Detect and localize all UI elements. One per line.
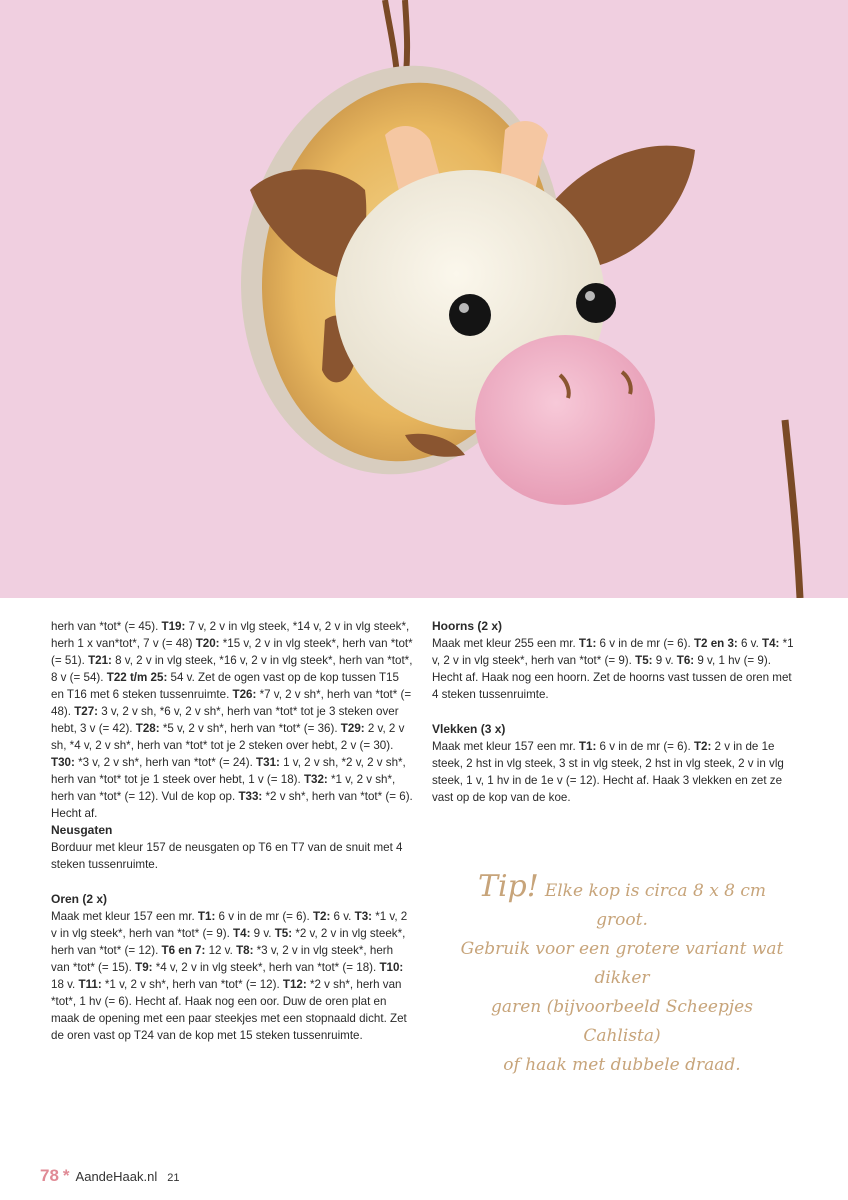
row-label: T27: (74, 705, 99, 718)
row-label: T21: (88, 654, 112, 667)
row-label: T20: (195, 637, 220, 650)
vlekken-title: Vlekken (3 x) (432, 722, 506, 736)
page-footer (40, 1166, 179, 1186)
page-number: 78 (40, 1166, 59, 1185)
row-label: T19: (161, 620, 186, 633)
tip-line-3: garen (bijvoorbeeld Scheepjes Cahlista) (491, 997, 753, 1046)
vlekken-section (432, 721, 797, 806)
amigurumi-cow-illustration (0, 0, 848, 598)
row-label: T4: (233, 927, 251, 940)
row-label: T5: (274, 927, 293, 940)
tip-heading: Tip! (477, 869, 539, 904)
row-label: T26: (232, 688, 257, 701)
row-label: T5: (635, 654, 653, 667)
row-label: T1: (197, 910, 216, 923)
row-label: T6: (676, 654, 695, 667)
neusgaten-section (51, 822, 413, 873)
row-label: T2 en 3: (693, 637, 738, 650)
loose-cord (785, 420, 800, 598)
row-label: T8: (236, 944, 254, 957)
row-label: T22 t/m 25: (106, 671, 168, 684)
row-label: T2: (312, 910, 331, 923)
row-label: T32: (303, 773, 328, 786)
row-label: T12: (282, 978, 307, 991)
row-label: T1: (578, 637, 597, 650)
row-label: T28: (135, 722, 160, 735)
row-label: T30: (51, 756, 75, 769)
hoorns-title: Hoorns (2 x) (432, 619, 503, 633)
row-label: T11: (78, 978, 102, 991)
neusgaten-text: Borduur met kleur 157 de neusgaten op T6 en T7 van de snuit met 4 steken tussenruimte. (51, 841, 403, 871)
head-instructions-paragraph: herh van *tot* (= 45). T19: 7 v, 2 v in vlg steek, *14 v, 2 v in vlg steek*, herh 1 x van*tot*, 7 v (= 48) T20: *15 v, 2 v in vlg steek*, herh van *tot* (= 51). T21: 8 v, 2 v in vlg steek, *16 v, 2 v in vlg steek*, herh van *tot*, 8 v (= 54). T22 t/m 25: 54 v. Zet de ogen vast op de kop tussen T15 en T16 met 6 steken tussenruimte. T26: *7 v, 2 v sh*, herh van *tot* (= 48). T27: 3 v, 2 v sh, *6 v, 2 v sh*, herh van *tot* tot je 3 steken over hebt, 3 v (= 42). T28: *5 v, 2 v sh*, herh van *tot* (= 36). T29: 2 v, 2 v sh, *4 v, 2 v sh*, herh van *tot* tot je 2 steken over hebt, 2 v (= 30). T30: *3 v, 2 v sh*, herh van *tot* (= 24). T31: 1 v, 2 v sh, *2 v, 2 v sh*, herh van *tot* tot je 1 steek over hebt, 1 v (= 18). T32: *1 v, 2 v sh*, herh van *tot* (= 12). Vul de kop op. T33: *2 v sh*, herh van *tot* (= 6). Hecht af. (51, 620, 413, 820)
row-label: T31: (256, 756, 280, 769)
vlekken-text: Maak met kleur 157 een mr. T1: 6 v in de mr (= 6). T2: 2 v in de 1e steek, 2 hst in vlg steek, 3 st in vlg steek, 2 hst in vlg steek, 2 v in vlg steek, 1 v, 1 hv in de 1e v (= 12). Hecht af. Haak 3 vlekken en zet ze vast op de kop van de koe. (432, 740, 784, 804)
issue-number: 21 (167, 1172, 180, 1184)
tip-box (452, 869, 792, 1080)
eye-right (576, 283, 616, 323)
hoorns-text: Maak met kleur 255 een mr. T1: 6 v in de mr (= 6). T2 en 3: 6 v. T4: *1 v, 2 v in vlg steek*, herh van *tot* (= 9). T5: 9 v. T6: 9 v, 1 hv (= 9). Hecht af. Haak nog een hoorn. Zet de hoorns vast tussen de oren met 4 steken tussenruimte. (432, 637, 794, 701)
row-label: T33: (238, 790, 263, 803)
left-text-column (51, 618, 413, 1062)
oren-section (51, 891, 413, 1044)
hanging-cord (385, 0, 397, 75)
magazine-name: AandeHaak.nl (75, 1169, 158, 1184)
row-label: T10: (379, 961, 404, 974)
oren-text: Maak met kleur 157 een mr. T1: 6 v in de mr (= 6). T2: 6 v. T3: *1 v, 2 v in vlg steek*, herh van *tot* (= 9). T4: 9 v. T5: *2 v, 2 v in vlg steek*, herh van *tot* (= 12). T6 en 7: 12 v. T8: *3 v, 2 v in vlg steek*, herh van *tot* (= 15). T9: *4 v, 2 v in vlg steek*, herh van *tot* (= 18). T10: 18 v. T11: *1 v, 2 v sh*, herh van *tot* (= 12). T12: *2 v sh*, herh van *tot*, 1 hv (= 6). Hecht af. Haak nog een oor. Duw de oren plat en maak de opening met een paar steekjes met een stopnaald dicht. Zet de oren vast op T24 van de kop met 15 steken tussenruimte. (51, 910, 408, 1042)
asterisk-logo-icon: * (62, 1166, 70, 1185)
hoorns-section (432, 618, 797, 703)
row-label: T1: (578, 740, 597, 753)
neusgaten-title: Neusgaten (51, 823, 113, 837)
row-label: T3: (354, 910, 372, 923)
row-label: T4: (762, 637, 780, 650)
row-label: T9: (135, 961, 153, 974)
row-label: T6 en 7: (161, 944, 206, 957)
tip-line-2: Gebruik voor een grotere variant wat dikker (460, 939, 784, 988)
tip-line-4: of haak met dubbele draad. (503, 1055, 741, 1075)
right-text-column (432, 618, 797, 824)
cow-head-photo (0, 0, 848, 598)
eye-left (449, 294, 491, 336)
oren-title: Oren (2 x) (51, 892, 108, 906)
tip-line-1: Elke kop is circa 8 x 8 cm groot. (544, 881, 767, 930)
row-label: T2: (693, 740, 712, 753)
row-label: T29: (340, 722, 365, 735)
pink-snout (475, 335, 655, 505)
